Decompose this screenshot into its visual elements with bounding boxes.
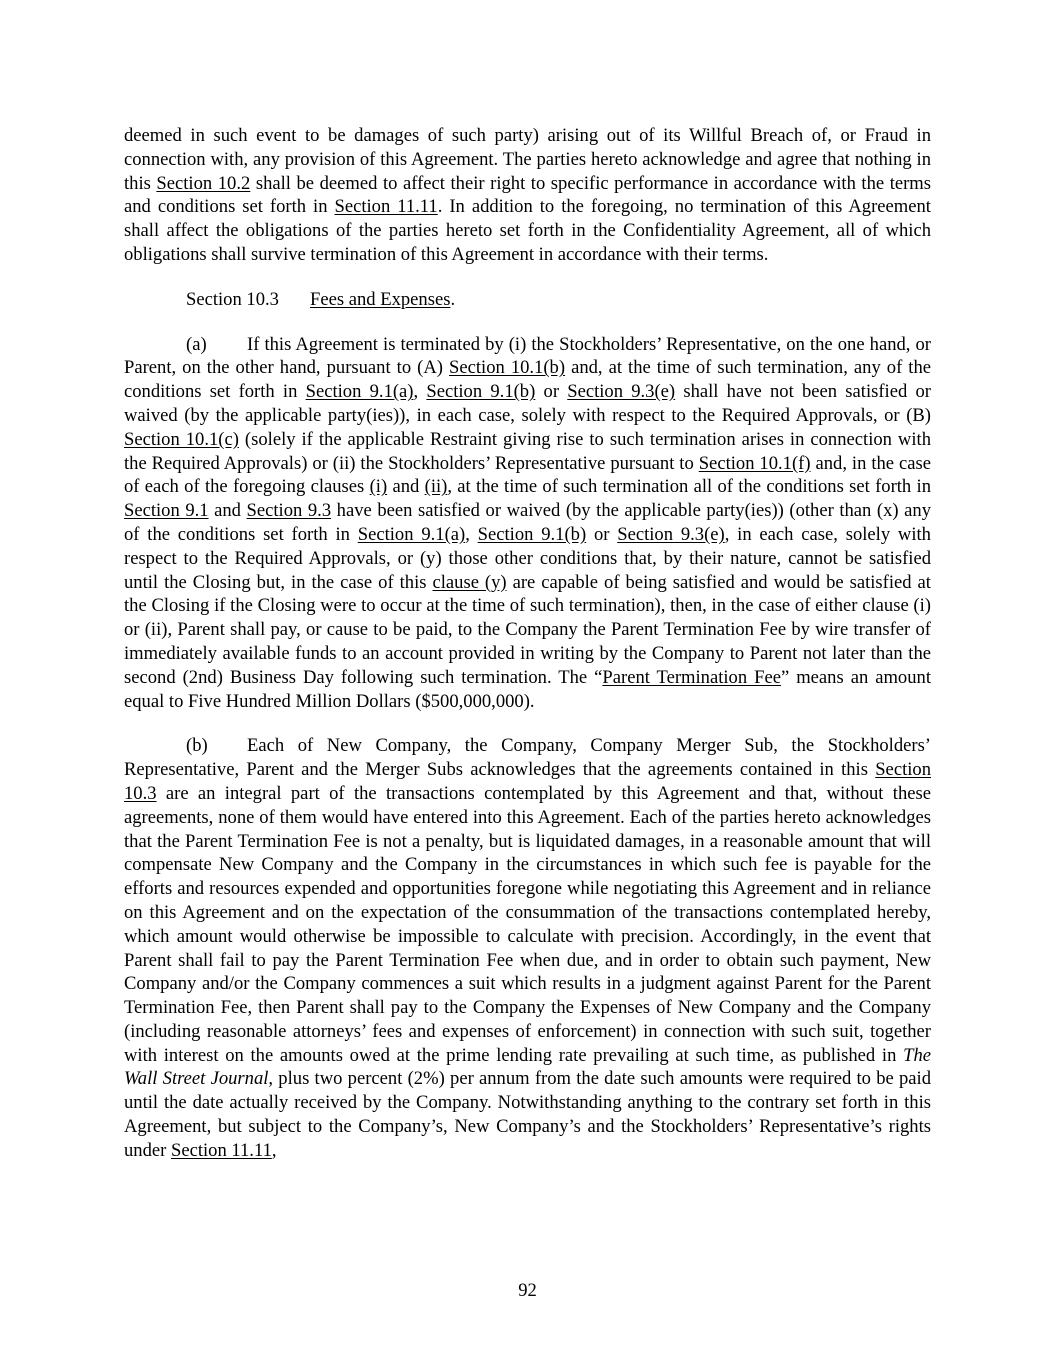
text-run: , plus two percent (2%) per annum from the date such amounts were required to be paid until the date actually received by the Company. Notwithstanding anything to the contrary set forth in this Agreement, but subject to the Company’s, New Company’s and the Stockholders’ Representative’s rights under [124,1068,932,1161]
section-reference: Section 9.1 [124,500,209,522]
section-reference: Section 9.1(b) [426,381,536,403]
clause-reference: (ii) [424,476,448,498]
text-run: and [387,476,425,498]
section-reference: Section 9.3(e) [567,381,676,403]
text-run: (solely if the applicable Restraint giving rise to such termination arises in connection with the Required Approvals) or (ii) the Stockholders’ Representative pursuant to [124,428,931,474]
clause-reference: (i) [369,476,388,498]
text-run: and, at the time of such termination, any of the conditions set forth in [124,357,932,403]
paragraph-a [124,333,931,714]
section-reference: Section 10.3 [124,759,931,804]
text-run: shall have not been satisfied or waived (by the applicable party(ies)), in each case, solely with respect to the Required Approvals, or (B) [124,381,931,426]
clause-label: (a) [186,333,207,355]
section-reference: Section 10.2 [156,172,251,194]
text-run: are capable of being satisfied and would be satisfied at the Closing if the Closing were to occur at the time of such termination), then, in the case of either clause (i) or (ii), Parent shall pay, or cause to be paid, to the Company the Parent Termination Fee by wire transfer of immediately available funds to an account provided in writing by the Company to Parent not later than the second (2nd) Business Day following such termination. The “ [124,571,931,688]
paragraph-continuation [124,124,931,267]
text-run: , [413,381,427,403]
text-run: , at the time of such termination all of the conditions set forth in [447,476,931,498]
clause-reference: clause (y) [432,571,507,593]
publication-title: The Wall Street Journal [124,1044,931,1090]
text-run: , [271,1139,277,1161]
section-reference: Section 9.1(b) [477,523,587,545]
section-reference: Section 10.1(c) [124,428,239,450]
text-run: ” means an amount equal to Five Hundred Million Dollars ($500,000,000). [124,666,931,712]
section-reference: Section 10.1(f) [698,452,811,474]
text-run: or [586,523,618,545]
text-run: deemed in such event to be damages of such party) arising out of its Willful Breach of, or Fraud in connection with, any provision of this Agreement. The parties hereto acknowledge and agree that nothing in this [124,125,931,194]
text-run: If this Agreement is terminated by (i) the Stockholders’ Representative, on the one hand, or Parent, on the other hand, pursuant to (A) [124,333,931,379]
section-reference: Section 9.1(a) [357,523,466,545]
section-reference: Section 9.3(e) [617,523,725,545]
section-title-period: . [450,288,456,310]
text-run: have been satisfied or waived (by the applicable party(ies)) (other than (x) any of the conditions set forth in [124,500,931,545]
text-run: and [208,500,247,522]
clause-label: (b) [186,735,208,757]
section-number: Section 10.3 [186,288,279,310]
paragraph-b [124,734,931,1162]
text-run: Each of New Company, the Company, Company Merger Sub, the Stockholders’ Representative, Parent and the Merger Subs acknowledges that the agreements contained in this [124,735,931,781]
section-heading [124,288,931,312]
section-reference: Section 10.1(b) [449,357,566,379]
section-reference: Section 11.11 [334,196,438,218]
section-reference: Section 9.3 [246,500,332,522]
text-run: . In addition to the foregoing, no termination of this Agreement shall affect the obligations of the parties hereto set forth in the Confidentiality Agreement, all of which obligations shall survive termination of this Agreement in accordance with their terms. [124,196,931,265]
text-run: or [535,381,568,403]
text-run: are an integral part of the transactions contemplated by this Agreement and that, without these agreements, none of them would have entered into this Agreement. Each of the parties hereto acknowledges that the Parent Termination Fee is not a penalty, but is liquidated damages, in a reasonable amount that will compensate New Company and the Company in the circumstances in which such fee is payable for the efforts and resources expended and opportunities foregone while negotiating this Agreement and in reliance on this Agreement and on the expectation of the consummation of the transactions contemplated hereby, which amount would otherwise be impossible to calculate with precision. Accordingly, in the event that Parent shall fail to pay the Parent Termination Fee when due, and in order to obtain such payment, New Company and/or the Company commences a suit which results in a judgment against Parent for the Parent Termination Fee, then Parent shall pay to the Company the Expenses of New Company and the Company (including reasonable attorneys’ fees and expenses of enforcement) in connection with such suit, together with interest on the amounts owed at the prime lending rate prevailing at such time, as published in [124,782,931,1066]
defined-term: Parent Termination Fee [602,666,781,688]
text-run: and, in the case of each of the foregoing clauses [124,452,931,498]
section-reference: Section 9.1(a) [305,381,414,403]
text-run: , in each case, solely with respect to the Required Approvals, or (y) those other conditions that, by their nature, cannot be satisfied until the Closing but, in the case of this [124,523,931,593]
section-reference: Section 11.11 [170,1139,272,1161]
text-run: shall be deemed to affect their right to specific performance in accordance with the terms and conditions set forth in [124,172,932,218]
document-page [124,124,931,1163]
page-number: 92 [518,1280,537,1301]
section-title: Fees and Expenses [310,288,451,310]
text-run: , [465,523,478,545]
